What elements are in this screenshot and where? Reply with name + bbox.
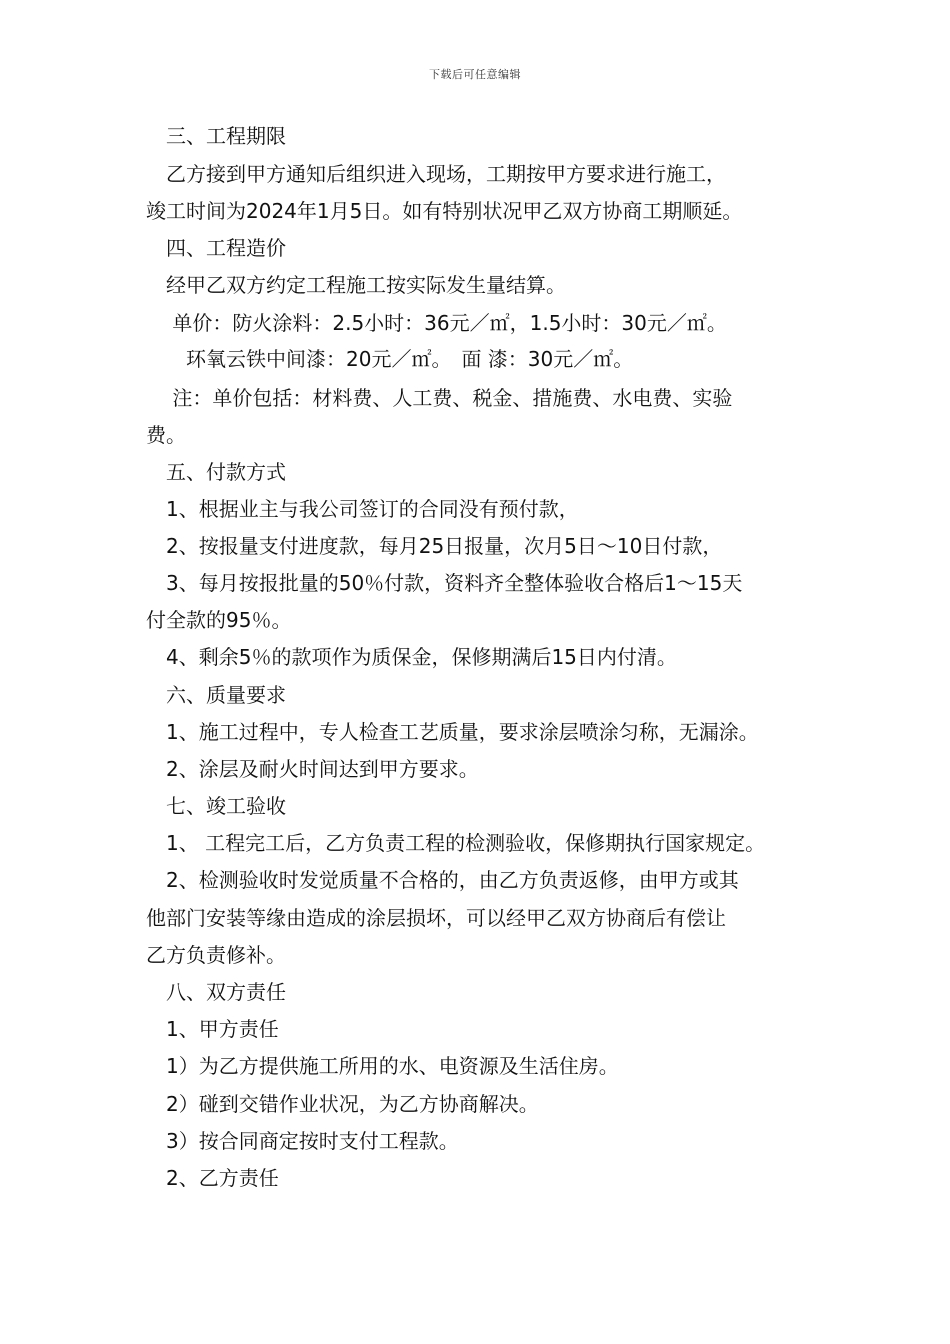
paragraph-line: 3、每月按报批量的50％付款，资料齐全整体验收合格后1～15天 bbox=[146, 571, 743, 595]
section-heading-quality: 六、质量要求 bbox=[146, 683, 286, 707]
section-heading-payment: 五、付款方式 bbox=[146, 460, 286, 484]
paragraph-line: 单价：防火涂料：2.5小时：36元／㎡，1.5小时：30元／㎡。 bbox=[146, 311, 727, 335]
paragraph-line: 1、甲方责任 bbox=[146, 1017, 279, 1041]
section-heading-duties: 八、双方责任 bbox=[146, 980, 286, 1004]
page-header: 下载后可任意编辑 bbox=[429, 68, 521, 81]
paragraph-line: 竣工时间为2024年1月5日。如有特别状况甲乙双方协商工期顺延。 bbox=[146, 199, 743, 223]
paragraph-line: 1、 工程完工后，乙方负责工程的检测验收，保修期执行国家规定。 bbox=[146, 831, 766, 855]
paragraph-line: 1）为乙方提供施工所用的水、电资源及生活住房。 bbox=[146, 1054, 619, 1078]
paragraph-line: 3）按合同商定按时支付工程款。 bbox=[146, 1129, 459, 1153]
paragraph-line: 2、涂层及耐火时间达到甲方要求。 bbox=[146, 757, 479, 781]
section-heading-term: 三、工程期限 bbox=[146, 124, 286, 148]
paragraph-line: 他部门安装等缘由造成的涂层损坏，可以经甲乙双方协商后有偿让 bbox=[146, 906, 726, 930]
paragraph-line: 费。 bbox=[146, 423, 186, 447]
section-heading-acceptance: 七、竣工验收 bbox=[146, 794, 286, 818]
paragraph-line: 2、按报量支付进度款，每月25日报量，次月5日～10日付款， bbox=[146, 534, 723, 558]
paragraph-line: 经甲乙双方约定工程施工按实际发生量结算。 bbox=[146, 273, 566, 297]
paragraph-line: 2、检测验收时发觉质量不合格的，由乙方负责返修，由甲方或其 bbox=[146, 868, 739, 892]
section-heading-price: 四、工程造价 bbox=[146, 236, 286, 260]
paragraph-line: 乙方接到甲方通知后组织进入现场，工期按甲方要求进行施工， bbox=[146, 162, 726, 186]
paragraph-line: 2）碰到交错作业状况，为乙方协商解决。 bbox=[146, 1092, 539, 1116]
paragraph-line: 4、剩余5％的款项作为质保金，保修期满后15日内付清。 bbox=[146, 645, 677, 669]
paragraph-line: 注：单价包括：材料费、人工费、税金、措施费、水电费、实验 bbox=[146, 386, 733, 410]
paragraph-line: 1、施工过程中，专人检查工艺质量，要求涂层喷涂匀称，无漏涂。 bbox=[146, 720, 759, 744]
paragraph-line: 乙方负责修补。 bbox=[146, 943, 286, 967]
paragraph-line: 付全款的95％。 bbox=[146, 608, 292, 632]
paragraph-line: 1、根据业主与我公司签订的合同没有预付款， bbox=[146, 497, 579, 521]
paragraph-line: 2、乙方责任 bbox=[146, 1166, 279, 1190]
paragraph-line: 环氧云铁中间漆：20元／㎡。 面 漆：30元／㎡。 bbox=[146, 347, 634, 371]
